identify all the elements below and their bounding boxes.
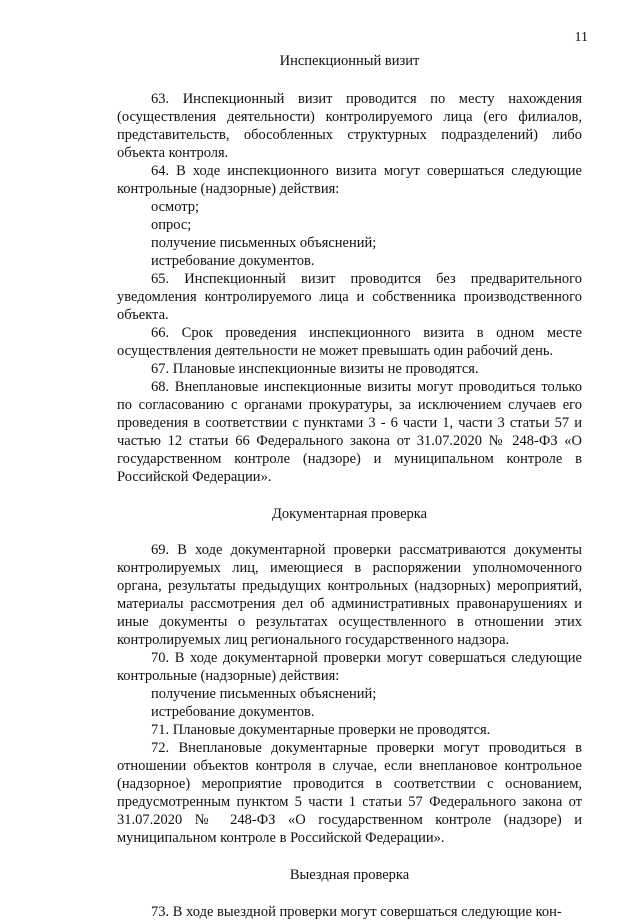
section-heading-document-check: Документарная проверка (271, 506, 428, 522)
paragraph-66: 66. Срок проведения инспекционного визита в одном месте осуществления деятельности не может превышать один рабочий день. (117, 325, 582, 359)
paragraph-72: 72. Внеплановые документарные проверки могут проводиться в отношении объектов контроля в случае, если внеплановое контрольное (надзорное) мероприятие проводится в соответствии с основанием, предусмотренным пунктом 5 части 1 статьи 57 Федерального закона от 31.07.2020 № 248-ФЗ «О государственном контроле (надзоре) и муниципальном контроле в Российской Федерации». (117, 740, 582, 846)
paragraph-65: 65. Инспекционный визит проводится без предварительного уведомления контролируемого лица и собственника производственного объекта. (117, 271, 582, 323)
section-heading-inspection-visit: Инспекционный визит (279, 53, 420, 69)
list-item: получение письменных объяснений; (151, 235, 377, 251)
paragraph-70: 70. В ходе документарной проверки могут совершаться следующие контрольные (надзорные) действия: (117, 650, 582, 684)
paragraph-71: 71. Плановые документарные проверки не проводятся. (151, 722, 491, 738)
paragraph-68: 68. Внеплановые инспекционные визиты могут проводиться только по согласованию с органами прокуратуры, за исключением случаев его проведения в соответствии с пунктами 3 - 6 части 1, части 3 статьи 57 и частью 12 статьи 66 Федерального закона от 31.07.2020 № 248-ФЗ «О государственном контроле (надзоре) и муниципальном контроле в Российской Федерации». (117, 379, 582, 485)
list-item: опрос; (151, 217, 192, 233)
section-heading-field-check: Выездная проверка (289, 867, 410, 883)
list-item: истребование документов. (151, 253, 315, 269)
list-item: осмотр; (151, 199, 200, 215)
page-content (117, 52, 582, 921)
list-item: получение письменных объяснений; (151, 686, 377, 702)
paragraph-73: 73. В ходе выездной проверки могут совершаться следующие кон- (151, 904, 562, 920)
page-number: 11 (574, 30, 588, 45)
list-item: истребование документов. (151, 704, 315, 720)
paragraph-63: 63. Инспекционный визит проводится по месту нахождения (осуществления деятельности) контролируемого лица (его филиалов, представительств, обособленных структурных подразделений) либо объекта контроля. (117, 91, 582, 161)
paragraph-67: 67. Плановые инспекционные визиты не проводятся. (151, 361, 479, 377)
paragraph-69: 69. В ходе документарной проверки рассматриваются документы контролируемых лиц, имеющиеся в распоряжении уполномоченного органа, результаты предыдущих контрольных (надзорных) мероприятий, материалы рассмотрения дел об административных правонарушениях и иные документы о результатах осуществленного в отношении этих контролируемых лиц регионального государственного надзора. (117, 542, 582, 648)
paragraph-64: 64. В ходе инспекционного визита могут совершаться следующие контрольные (надзорные) действия: (117, 163, 582, 197)
